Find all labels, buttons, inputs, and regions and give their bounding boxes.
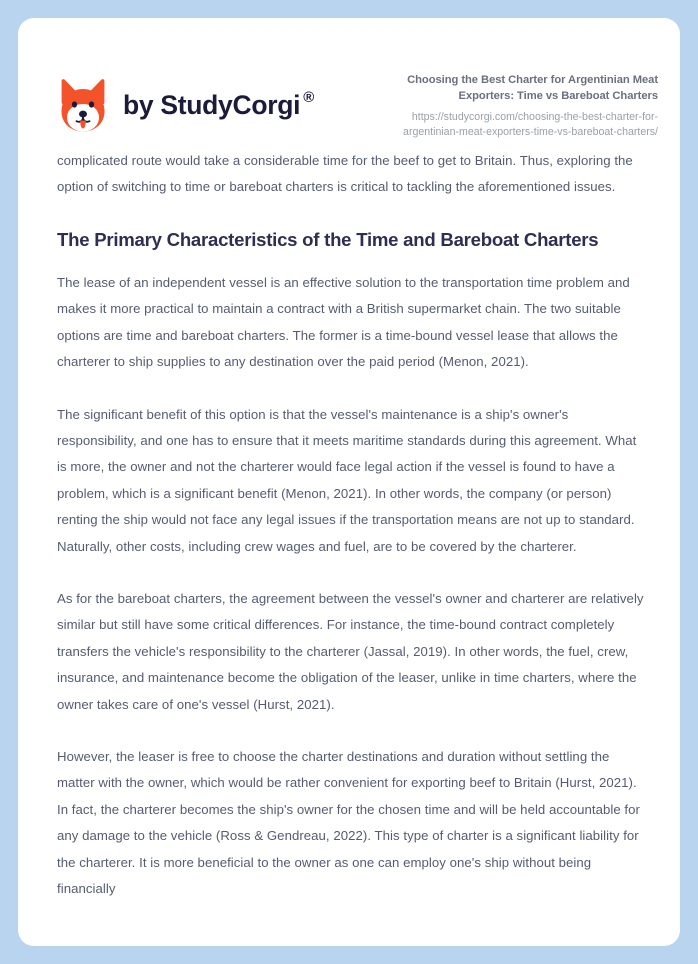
paragraph-1: The lease of an independent vessel is an effective solution to the transportation time problem and makes it more practical to maintain a contract with a British supermarket chain. The two suitable options are time and bareboat charters. The former is a time-bound vessel lease that allows the charterer to ship supplies to any destination over the paid period (Menon, 2021).: [57, 274, 630, 370]
document-header: [18, 18, 680, 148]
document-title: Choosing the Best Charter for Argentinian Meat Exporters: Time vs Bareboat Charters: [407, 73, 658, 102]
document-paper-card: [18, 18, 680, 946]
document-body: [18, 148, 680, 902]
paragraph-3: As for the bareboat charters, the agreement between the vessel's owner and charterer are relatively similar but still have some critical differences. For instance, the time-bound contract completely transfers the vehicle's responsibility to the charterer (Jassal, 2019). In other words, the fuel, crew, insurance, and maintenance become the obligation of the leaser, unlike in time charters, where the owner takes care of one's vessel (Hurst, 2021).: [57, 590, 644, 712]
registered-trademark-icon: ®: [303, 88, 314, 106]
document-url[interactable]: https://studycorgi.com/choosing-the-best-charter-for-argentinian-meat-exporters-time-vs-bareboat-charters/: [403, 111, 658, 139]
paragraph-intro: complicated route would take a considerable time for the beef to get to Britain. Thus, exploring the option of switching to time or bareboat charters is critical to tackling the aforementioned issues.: [57, 153, 633, 195]
brand-block: [57, 77, 314, 133]
paragraph-2: The significant benefit of this option is that the vessel's maintenance is a ship's owner's responsibility, and one has to ensure that it meets maritime standards during this agreement. What is more, the owner and not the charterer would face legal action if the vessel is found to have a problem, which is a significant benefit (Menon, 2021). In other words, the company (or person) renting the ship would not face any legal issues if the transportation means are not up to standard. Naturally, other costs, including crew wages and fuel, are to be covered by the charterer.: [57, 406, 637, 554]
paragraph-4: However, the leaser is free to choose the charter destinations and duration without settling the matter with the owner, which would be rather convenient for exporting beef to Britain (Hurst, 2021). In fact, the charterer becomes the ship's owner for the chosen time and will be held accountable for any damage to the vehicle (Ross & Gendreau, 2022). This type of charter is a significant liability for the charterer. It is more beneficial to the owner as one can employ one's ship without being financially: [57, 749, 640, 897]
brand-name-text: by StudyCorgi: [123, 89, 301, 120]
section-heading: The Primary Characteristics of the Time and Bareboat Charters: [57, 228, 599, 250]
header-metadata: [358, 70, 658, 141]
corgi-head-icon: [57, 77, 109, 133]
brand-wordmark: [123, 88, 314, 120]
